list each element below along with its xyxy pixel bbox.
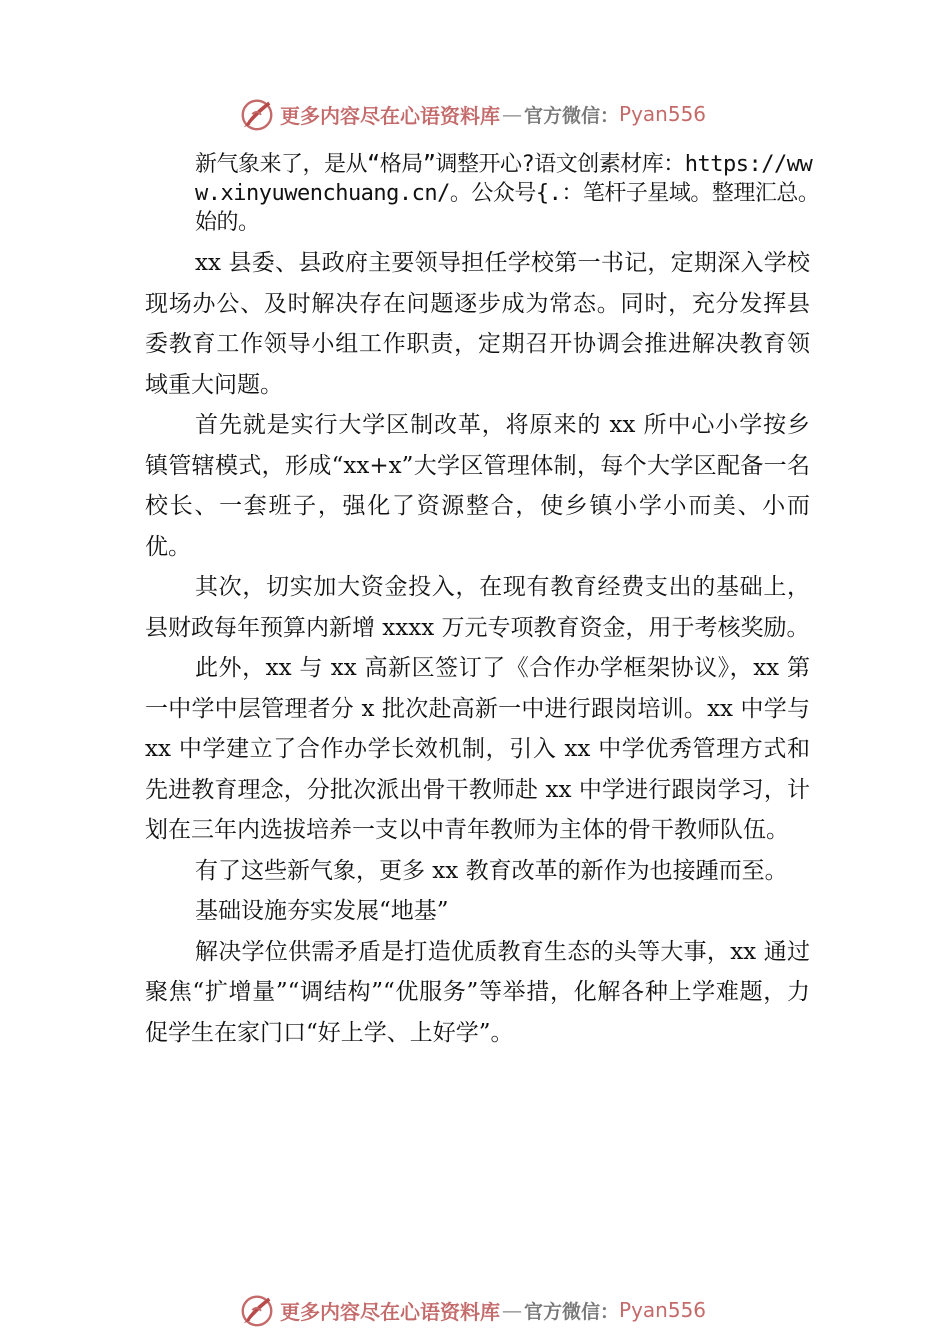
paragraph: 此外，xx 与 xx 高新区签订了《合作办学框架协议》，xx 第一中学中层管理者分 x 批次赴高新一中进行跟岗培训。xx 中学与 xx 中学建立了合作办学长效机制，引入 xx 中学优秀管理方式和先进教育理念，分批次派出骨干教师赴 xx 中学进行跟岗学习，计划在三年内选拔培养一支以中青年教师为主体的骨干教师队伍。 (145, 655, 810, 843)
paragraph: xx 县委、县政府主要领导担任学校第一书记，定期深入学校现场办公、及时解决存在问题逐步成为常态。同时，充分发挥县委教育工作领导小组工作职责，定期召开协调会推进解决教育领域重大问题。 (145, 250, 810, 398)
header-dash: — (502, 102, 522, 126)
pen-logo-icon (238, 1291, 276, 1329)
document-body (145, 150, 820, 1053)
paragraph: 解决学位供需矛盾是打造优质教育生态的头等大事，xx 通过聚焦“扩增量”“调结构”“优服务”等举措，化解各种上学难题，力促学生在家门口“好上学、上好学”。 (145, 938, 810, 1046)
header-site-name: 更多内容尽在心语资料库 (280, 103, 500, 128)
paragraph: 其次，切实加大资金投入，在现有教育经费支出的基础上，县财政每年预算内新增 xxxx 万元专项教育资金，用于考核奖励。 (145, 574, 810, 641)
header-banner (238, 94, 706, 134)
paragraph-intro: 新气象来了，是从“格局”调整开心?语文创素材库：https://www.xinyuwenchuang.cn/。公众号{.：笔杆子星域。整理汇总。始的。 (195, 152, 820, 235)
section-heading: 基础设施夯实发展“地基” (195, 898, 449, 924)
footer-wechat-id: Pyan556 (619, 1298, 707, 1322)
pen-logo-icon (238, 95, 276, 133)
header-wechat-label: 官方微信： (524, 104, 620, 127)
footer-dash: — (502, 1298, 522, 1322)
paragraph: 有了这些新气象，更多 xx 教育改革的新作为也接踵而至。 (195, 857, 788, 884)
header-wechat-id: Pyan556 (619, 102, 707, 126)
paragraph: 首先就是实行大学区制改革，将原来的 xx 所中心小学按乡镇管辖模式，形成“xx+x”大学区管理体制，每个大学区配备一名校长、一套班子，强化了资源整合，使乡镇小学小而美、小而优。 (145, 412, 810, 560)
footer-wechat-label: 官方微信： (524, 1300, 620, 1323)
footer-site-name: 更多内容尽在心语资料库 (280, 1299, 500, 1324)
footer-banner (238, 1290, 706, 1330)
